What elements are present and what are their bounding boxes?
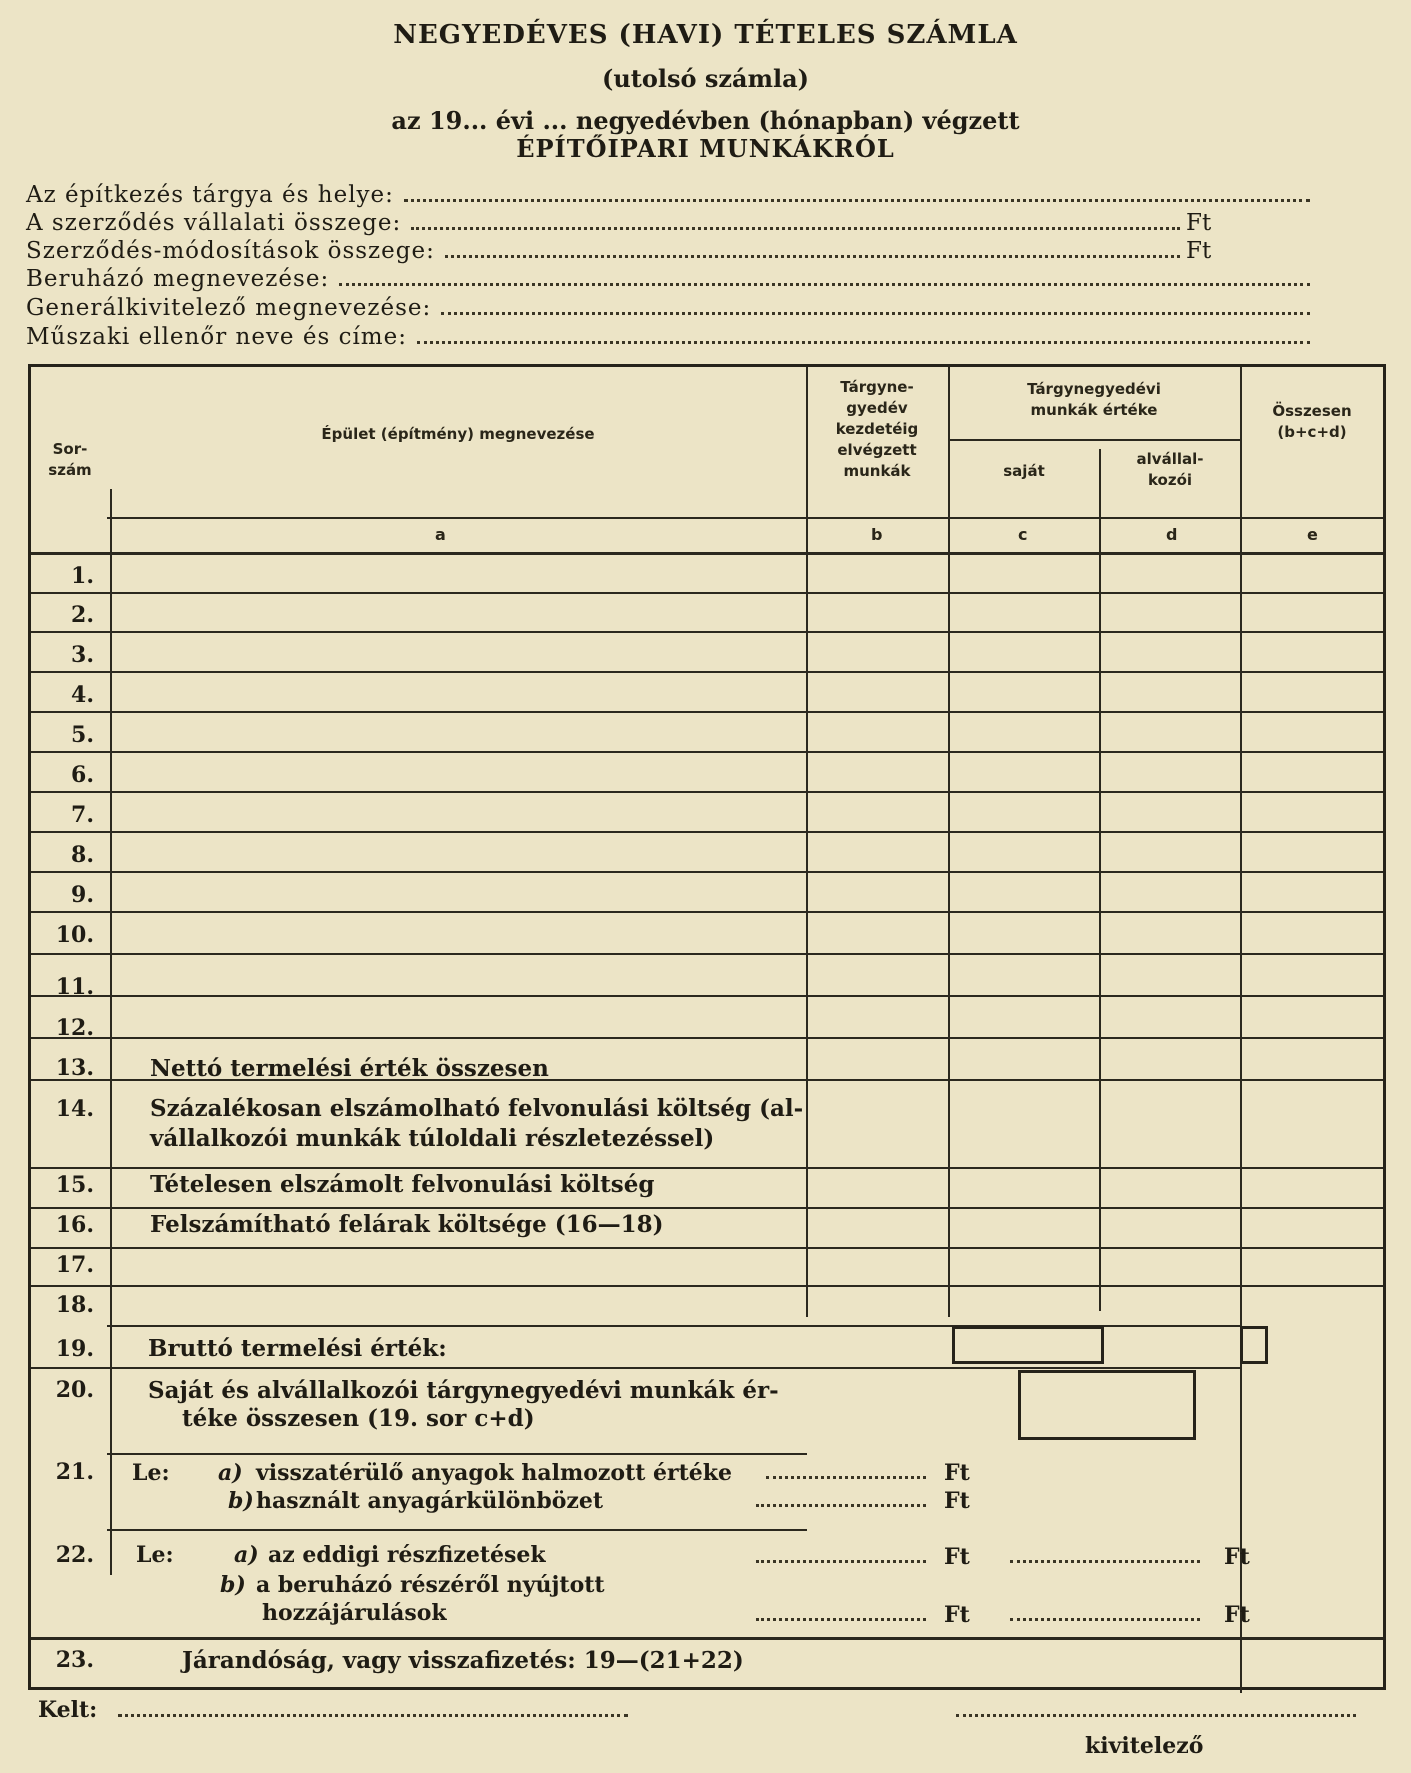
row-line [31,1367,1240,1369]
row-22a-fill-2[interactable] [1010,1560,1200,1563]
form-title: NEGYEDÉVES (HAVI) TÉTELES SZÁMLA [393,20,1018,50]
col-divider [1240,367,1242,1693]
col-header-quarter-work: Tárgynegyedévi munkák értéke [1027,380,1161,419]
row-number: 17. [55,1252,94,1278]
fill-line[interactable] [445,255,1180,258]
row-number: 9. [71,882,94,908]
field-label: Műszaki ellenőr neve és címe: [26,324,407,350]
col-header-own: saját [1003,462,1045,480]
row-number: 3. [71,642,94,668]
field-label: Szerződés-módosítások összege: [26,238,435,264]
field-contract-modifications [26,234,1226,264]
row-22a-letter: a) [234,1542,259,1568]
kelt-label: Kelt: [38,1697,98,1723]
row-number: 23. [55,1647,94,1673]
row-19-text: Bruttó termelési érték: [148,1335,447,1362]
fill-line[interactable] [441,312,1310,315]
col-letter-c: c [1018,525,1028,544]
row-19-total-box[interactable] [1240,1326,1268,1364]
row-line [31,791,1383,793]
row-number: 19. [55,1336,94,1362]
row-21a-text: visszatérülő anyagok halmozott értéke [256,1460,733,1486]
row-21b-letter: b) [228,1488,254,1514]
row-22b-fill-2[interactable] [1010,1618,1200,1621]
row-number: 7. [71,802,94,828]
col-letter-a: a [435,525,446,544]
currency-unit: Ft [1186,238,1212,264]
col-divider [1099,449,1101,1311]
kelt-fill[interactable] [118,1714,628,1717]
row-21a-letter: a) [218,1460,243,1486]
field-technical-inspector [26,320,1356,350]
col-header-sorszam: Sor- szám [48,440,92,479]
row-number: 8. [71,842,94,868]
field-investor-name [26,262,1356,292]
field-general-contractor [26,291,1356,321]
row-line [31,711,1383,713]
row-line [31,1285,1383,1287]
row-22b-ft: Ft [944,1602,970,1628]
form-period-line: az 19... évi ... negyedévben (hónapban) végzett [391,106,1020,135]
row-22b-text-1: a beruházó részéről nyújtott [256,1572,605,1598]
row-line [107,1529,807,1531]
col-header-subcontractor: alvállal- kozói [1136,450,1204,489]
col-header-building: Épület (építmény) megnevezése [321,425,595,443]
row-22b-text-2: hozzájárulások [262,1600,447,1626]
header-bottom [31,552,1383,555]
row-22b-fill[interactable] [756,1618,926,1621]
row-number: 16. [55,1212,94,1238]
row-21-le: Le: [132,1460,170,1486]
row-line [31,831,1383,833]
field-label: Beruházó megnevezése: [26,266,330,292]
row-22a-ft: Ft [944,1544,970,1570]
row-number: 11. [55,974,94,1000]
row-23-text: Járandóság, vagy visszafizetés: 19—(21+22) [182,1647,744,1674]
signature-fill[interactable] [956,1714,1356,1717]
row-line [31,911,1383,913]
row-number: 14. [55,1096,94,1122]
row-21b-ft: Ft [944,1488,970,1514]
row-number: 20. [55,1377,94,1403]
row-number: 15. [55,1172,94,1198]
row-line [31,1247,1383,1249]
row-20-total-box[interactable] [1018,1370,1196,1440]
row-number: 6. [71,762,94,788]
row-number: 10. [55,922,94,948]
row-line-23 [31,1637,1383,1640]
row-number: 13. [55,1055,94,1081]
fill-line[interactable] [417,341,1310,344]
field-contract-amount [26,206,1226,236]
fill-line[interactable] [411,227,1180,230]
row-line [31,1207,1383,1209]
subheader-line [948,439,1240,441]
row-14-text-1: Százalékosan elszámolható felvonulási költség (al- [150,1095,804,1122]
form-subtitle: (utolsó számla) [602,64,809,93]
contractor-label: kivitelező [1085,1733,1204,1759]
field-construction-subject [26,178,1356,208]
row-number: 18. [55,1292,94,1318]
col-letter-d: d [1166,525,1178,544]
letter-row-top [107,517,1383,519]
col-header-prior-work: Tárgyne- gyedév kezdetéig elvégzett munkák [835,378,919,480]
row-21b-text: használt anyagárkülönbözet [256,1488,604,1514]
row-22a-text: az eddigi részfizetések [268,1542,546,1568]
col-divider [806,367,808,1317]
row-21a-fill[interactable] [766,1476,926,1479]
form-work-type: ÉPÍTŐIPARI MUNKÁKRÓL [516,134,895,163]
row-line [31,751,1383,753]
row-22-le: Le: [136,1542,174,1568]
row-22b-letter: b) [220,1572,246,1598]
row-line [31,671,1383,673]
field-label: Az építkezés tárgya és helye: [26,182,394,208]
row-line [31,871,1383,873]
currency-unit: Ft [1186,210,1212,236]
row-number: 22. [55,1542,94,1568]
row-line [107,1453,807,1455]
row-number: 12. [55,1015,94,1041]
field-label: Generálkivitelező megnevezése: [26,295,432,321]
field-label: A szerződés vállalati összege: [26,210,402,236]
row-22b-ft-2: Ft [1224,1602,1250,1628]
row-number: 4. [71,682,94,708]
row-number: 5. [71,722,94,748]
row-13-text: Nettó termelési érték összesen [150,1055,549,1082]
row-line [31,995,1383,997]
col-header-total: Összesen (b+c+d) [1272,402,1352,441]
row-19-own-box[interactable] [952,1326,1104,1364]
fill-line[interactable] [404,199,1310,202]
row-line [31,592,1383,594]
row-line [31,953,1383,955]
row-21a-ft: Ft [944,1460,970,1486]
fill-line[interactable] [339,283,1310,286]
col-divider [948,367,950,1317]
row-21b-fill[interactable] [756,1504,926,1507]
row-22a-fill[interactable] [756,1560,926,1563]
col-letter-b: b [871,525,883,544]
row-number: 21. [55,1459,94,1485]
row-line [31,631,1383,633]
row-20-text-2: téke összesen (19. sor c+d) [182,1405,535,1432]
col-letter-e: e [1307,525,1318,544]
row-20-text-1: Saját és alvállalkozói tárgynegyedévi munkák ér- [148,1377,779,1404]
row-22a-ft-2: Ft [1224,1544,1250,1570]
row-16-text: Felszámítható felárak költsége (16—18) [150,1211,664,1238]
row-number: 2. [71,602,94,628]
col-divider [110,489,112,1575]
row-14-text-2: vállalkozói munkák túloldali részletezéssel) [150,1125,715,1152]
row-15-text: Tételesen elszámolt felvonulási költség [150,1171,655,1198]
row-line [31,1167,1383,1169]
row-number: 1. [71,563,94,589]
row-line [31,1037,1383,1039]
